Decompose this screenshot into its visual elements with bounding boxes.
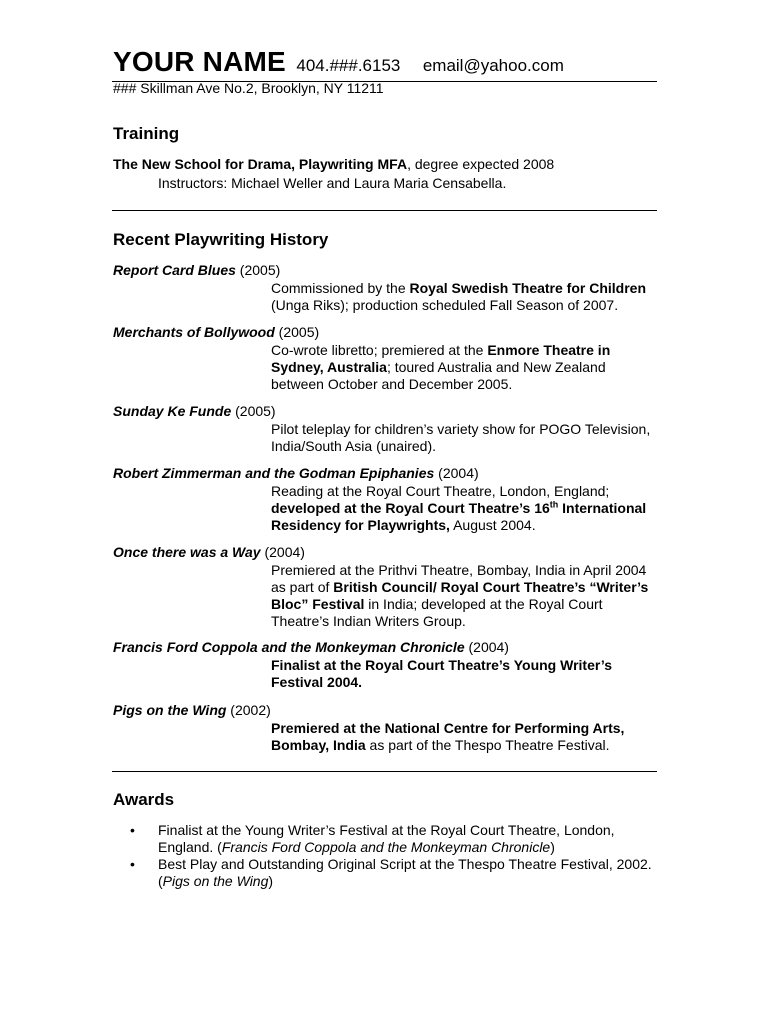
text-run: ; toured Australia and New Zealand between October and December 2005. [271,359,606,392]
play-description [271,483,661,534]
text-run: Commissioned by the [271,280,410,296]
history-heading: Recent Playwriting History [113,230,329,249]
play-entry-title [113,262,280,279]
play-title: Francis Ford Coppola and the Monkeyman Chronicle [113,639,465,655]
text-run: in India; developed at the Royal Court Theatre’s Indian Writers Group. [271,596,603,629]
play-entry-title [113,702,271,719]
play-description [271,657,661,691]
play-entry-title [113,639,509,656]
resume-header [113,46,564,78]
text-run: Finalist at the Young Writer’s Festival at the Royal Court Theatre, London, England. ( [158,822,615,855]
text-run: Finalist at the Royal Court Theatre’s Young Writer’s Festival 2004. [271,657,612,690]
play-year: (2004) [464,639,509,655]
awards-list [130,822,670,890]
text-run: as part of the Thespo Theatre Festival. [365,737,610,753]
text-run: Premiered at the National Centre for Performing Arts, Bombay, India [271,720,625,753]
play-year: (2005) [235,262,281,278]
text-run: developed at the Royal Court Theatre’s 16 [271,500,550,516]
awards-heading: Awards [113,790,175,809]
play-description [271,280,661,314]
play-year: (2005) [274,324,320,340]
play-title: Once there was a Way [113,544,261,560]
text-run: International Residency for Playwrights, [271,500,647,533]
bullet-icon: • [130,856,135,872]
street-address: ### Skillman Ave No.2, Brooklyn, NY 11211 [113,80,384,96]
play-entry-title [113,403,276,420]
phone-number: 404.###.6153 [296,56,401,75]
training-degree-status: , degree expected 2008 [407,156,555,172]
text-run: Enmore Theatre in Sydney, Australia [271,342,611,375]
play-description [271,342,661,393]
bullet-icon: • [130,822,135,838]
play-entry-title [113,465,479,482]
play-year: (2005) [231,403,276,419]
text-run: ) [550,839,555,855]
award-item [130,856,670,890]
text-run: ) [268,873,274,889]
section-divider [112,771,657,772]
play-title: Pigs on the Wing [113,702,227,718]
play-description [271,562,661,630]
text-run: Pigs on the Wing [162,873,269,889]
text-run: Reading at the Royal Court Theatre, London, England; [271,483,610,499]
play-title: Report Card Blues [113,262,236,278]
play-title: Robert Zimmerman and the Godman Epiphanies [113,465,435,481]
training-heading: Training [113,124,180,143]
play-year: (2002) [226,702,271,718]
text-run: (Unga Riks); production scheduled Fall Season of 2007. [271,297,619,313]
play-title: Merchants of Bollywood [113,324,275,340]
text-run: British Council/ Royal Court Theatre’s “Writer’s Bloc” Festival [271,579,649,612]
text-run: Royal Swedish Theatre for Children [409,280,647,296]
play-year: (2004) [260,544,305,560]
training-instructors: Instructors: Michael Weller and Laura Maria Censabella. [158,175,507,191]
training-degree [113,156,554,173]
text-run: Best Play and Outstanding Original Script at the Thespo Theatre Festival, 2002. ( [158,856,652,889]
text-run: Pilot teleplay for children’s variety show for POGO Television, India/South Asia (unaired). [271,421,651,454]
play-description [271,421,661,455]
text-run: th [549,499,559,510]
text-run: Francis Ford Coppola and the Monkeyman Chronicle [221,839,551,855]
email-address: email@yahoo.com [422,56,564,75]
play-year: (2004) [434,465,479,481]
text-run: August 2004. [449,517,536,533]
play-entry-title [113,324,319,341]
text-run: Co-wrote libretto; premiered at the [271,342,488,358]
training-school: The New School for Drama, Playwriting MFA [113,156,408,172]
applicant-name: YOUR NAME [113,46,286,77]
section-divider [112,210,657,211]
play-entry-title [113,544,305,561]
award-item [130,822,670,856]
play-description [271,720,661,754]
text-run: Premiered at the Prithvi Theatre, Bombay, India in April 2004 as part of [271,562,647,595]
play-title: Sunday Ke Funde [113,403,232,419]
